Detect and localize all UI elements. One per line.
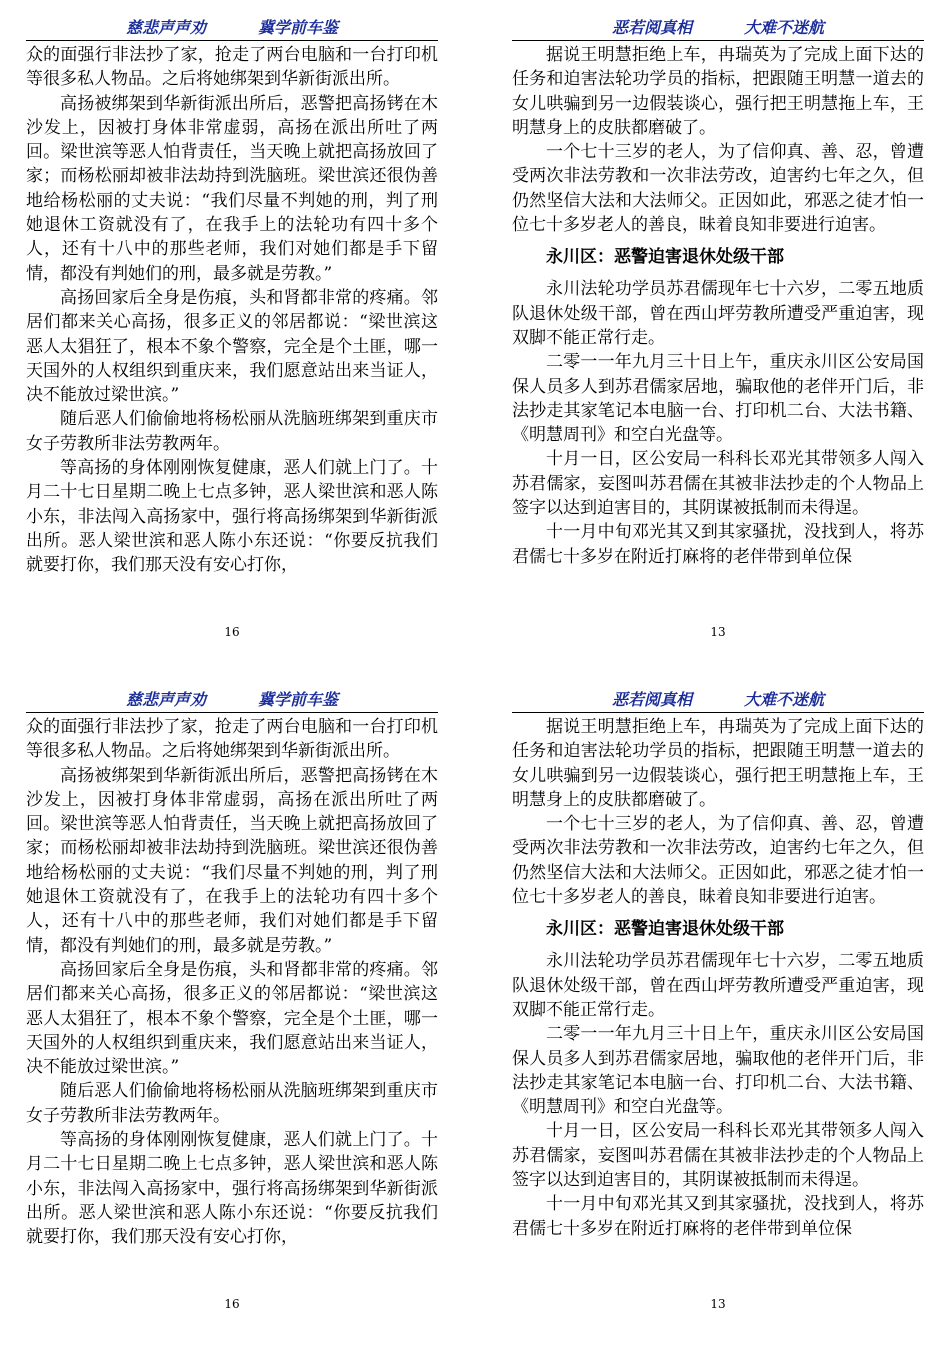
paragraph: 等高扬的身体刚刚恢复健康，恶人们就上门了。十月二十七日星期二晚上七点多钟，恶人梁世滨和恶人陈小东，非法闯入高扬家中，强行将高扬绑架到华新街派出所。恶人梁世滨和恶人陈小东还说：“你要反抗我们就要打你，我们那天没有安心打你， [26,458,438,576]
page-left-top [26,17,438,657]
page-right-bottom [512,689,924,1329]
paragraph: 十一月中旬邓光其又到其家骚扰，没找到人，将苏君儒七十多岁在附近打麻将的老伴带到单位保 [512,522,924,567]
page-left-bottom [26,689,438,1329]
header-phrase: 大难不迷航 [744,18,825,37]
section-heading: 永川区：恶警迫害退休处级干部 [546,919,784,940]
page-body [512,43,924,569]
paragraph: 据说王明慧拒绝上车，冉瑞英为了完成上面下达的任务和迫害法轮功学员的指标，把跟随王明慧一道去的女儿哄骗到另一边假装谈心，强行把王明慧拖上车，王明慧身上的皮肤都磨破了。 [512,45,924,138]
header-phrase: 冀学前车鉴 [258,690,339,709]
paragraph: 随后恶人们偷偷地将杨松丽从洗脑班绑架到重庆市女子劳教所非法劳教两年。 [26,409,438,454]
running-header [512,689,924,713]
header-phrase: 慈悲声声劝 [125,18,206,37]
page-body [26,43,438,578]
page-body [26,715,438,1250]
paragraph: 二零一一年九月三十日上午，重庆永川区公安局国保人员多人到苏君儒家居地，骗取他的老伴开门后，非法抄走其家笔记本电脑一台、打印机二台、大法书籍、《明慧周刊》和空白光盘等。 [512,1024,924,1118]
header-phrase: 慈悲声声劝 [125,690,206,709]
paragraph: 高扬被绑架到华新街派出所后，恶警把高扬铐在木沙发上，因被打身体非常虚弱，高扬在派出所吐了两回。梁世滨等恶人怕背责任，当天晚上就把高扬放回了家；而杨松丽却被非法劫持到洗脑班。梁世滨还很伪善地给杨松丽的丈夫说：“我们尽量不判她的刑，判了刑她退休工资就没有了，在我手上的法轮功有四十多个人，还有十八中的那些老师，我们对她们都是手下留情，都没有判她们的刑，最多就是劳教。” [26,93,438,284]
header-phrase: 恶若阅真相 [611,18,692,37]
paragraph: 等高扬的身体刚刚恢复健康，恶人们就上门了。十月二十七日星期二晚上七点多钟，恶人梁世滨和恶人陈小东，非法闯入高扬家中，强行将高扬绑架到华新街派出所。恶人梁世滨和恶人陈小东还说：“你要反抗我们就要打你，我们那天没有安心打你， [26,1130,438,1248]
page-number: 13 [710,1297,726,1311]
paragraph: 一个七十三岁的老人，为了信仰真、善、忍，曾遭受两次非法劳教和一次非法劳改，迫害约七年之久，但仍然坚信大法和大法师父。正因如此，邪恶之徒才怕一位七十多岁老人的善良，昧着良知非要进行迫害。 [512,142,924,236]
running-header [26,689,438,713]
page-number: 16 [224,625,240,639]
page-number: 16 [224,1297,240,1311]
paragraph: 永川法轮功学员苏君儒现年七十六岁，二零五地质队退休处级干部，曾在西山坪劳教所遭受严重迫害，现双脚不能正常行走。 [512,951,924,1020]
paragraph: 十月一日，区公安局一科科长邓光其带领多人闯入苏君儒家，妄图叫苏君儒在其被非法抄走的个人物品上签字以达到迫害目的，其阴谋被抵制而未得逞。 [512,1121,924,1191]
paragraph: 十月一日，区公安局一科科长邓光其带领多人闯入苏君儒家，妄图叫苏君儒在其被非法抄走的个人物品上签字以达到迫害目的，其阴谋被抵制而未得逞。 [512,449,924,519]
header-phrase: 恶若阅真相 [611,690,692,709]
paragraph: 高扬被绑架到华新街派出所后，恶警把高扬铐在木沙发上，因被打身体非常虚弱，高扬在派出所吐了两回。梁世滨等恶人怕背责任，当天晚上就把高扬放回了家；而杨松丽却被非法劫持到洗脑班。梁世滨还很伪善地给杨松丽的丈夫说：“我们尽量不判她的刑，判了刑她退休工资就没有了，在我手上的法轮功有四十多个人，还有十八中的那些老师，我们对她们都是手下留情，都没有判她们的刑，最多就是劳教。” [26,765,438,956]
paragraph: 随后恶人们偷偷地将杨松丽从洗脑班绑架到重庆市女子劳教所非法劳教两年。 [26,1081,438,1126]
paragraph: 众的面强行非法抄了家，抢走了两台电脑和一台打印机等很多私人物品。之后将她绑架到华新街派出所。 [26,717,438,762]
paragraph: 二零一一年九月三十日上午，重庆永川区公安局国保人员多人到苏君儒家居地，骗取他的老伴开门后，非法抄走其家笔记本电脑一台、打印机二台、大法书籍、《明慧周刊》和空白光盘等。 [512,352,924,446]
paragraph: 高扬回家后全身是伤痕，头和肾都非常的疼痛。邻居们都来关心高扬，很多正义的邻居都说：“梁世滨这恶人太猖狂了，根本不象个警察，完全是个土匪，哪一天国外的人权组织到重庆来，我们愿意站出来当证人，决不能放过梁世滨。” [26,287,438,406]
paragraph: 众的面强行非法抄了家，抢走了两台电脑和一台打印机等很多私人物品。之后将她绑架到华新街派出所。 [26,45,438,90]
paragraph: 据说王明慧拒绝上车，冉瑞英为了完成上面下达的任务和迫害法轮功学员的指标，把跟随王明慧一道去的女儿哄骗到另一边假装谈心，强行把王明慧拖上车，王明慧身上的皮肤都磨破了。 [512,717,924,810]
header-phrase: 大难不迷航 [744,690,825,709]
section-heading: 永川区：恶警迫害退休处级干部 [546,247,784,268]
running-header [512,17,924,41]
page-right-top [512,17,924,657]
running-header [26,17,438,41]
page-number: 13 [710,625,726,639]
paragraph: 十一月中旬邓光其又到其家骚扰，没找到人，将苏君儒七十多岁在附近打麻将的老伴带到单位保 [512,1194,924,1239]
paragraph: 一个七十三岁的老人，为了信仰真、善、忍，曾遭受两次非法劳教和一次非法劳改，迫害约七年之久，但仍然坚信大法和大法师父。正因如此，邪恶之徒才怕一位七十多岁老人的善良，昧着良知非要进行迫害。 [512,814,924,908]
paragraph: 永川法轮功学员苏君儒现年七十六岁，二零五地质队退休处级干部，曾在西山坪劳教所遭受严重迫害，现双脚不能正常行走。 [512,279,924,348]
page-body [512,715,924,1241]
header-phrase: 冀学前车鉴 [258,18,339,37]
paragraph: 高扬回家后全身是伤痕，头和肾都非常的疼痛。邻居们都来关心高扬，很多正义的邻居都说：“梁世滨这恶人太猖狂了，根本不象个警察，完全是个土匪，哪一天国外的人权组织到重庆来，我们愿意站出来当证人，决不能放过梁世滨。” [26,959,438,1078]
